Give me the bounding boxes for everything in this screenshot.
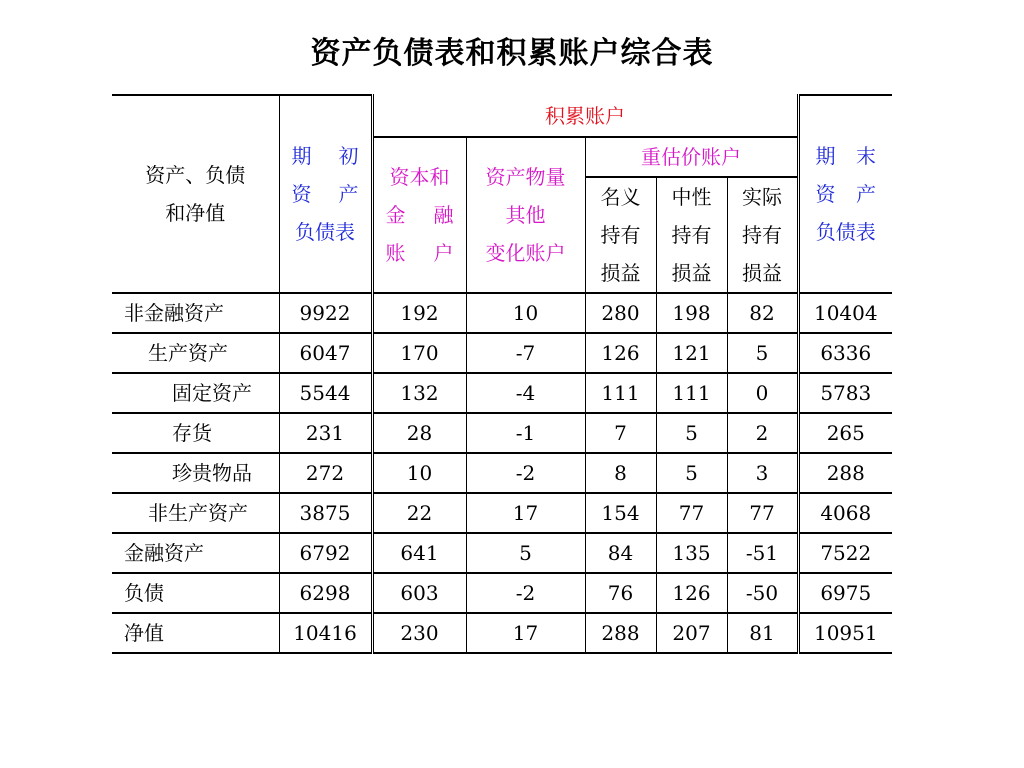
header-capital-line1: 资本和 <box>389 165 450 189</box>
row-label: 固定资产 <box>112 373 279 413</box>
header-closing-line1 <box>800 137 893 175</box>
header-row-label <box>112 95 279 293</box>
table-cell: 3 <box>727 453 798 493</box>
table-cell: 111 <box>585 373 656 413</box>
header-accumulation-accounts: 积累账户 <box>372 95 798 137</box>
table-cell: 77 <box>727 493 798 533</box>
header-row-label-line2: 和净值 <box>165 201 226 225</box>
header-other-volume-changes <box>466 137 585 293</box>
header-capital-line3 <box>374 234 466 272</box>
table-cell: 135 <box>656 533 727 573</box>
header-opening-line2 <box>280 175 371 213</box>
table-cell: 84 <box>585 533 656 573</box>
header-other-volume-line1: 资产物量 <box>485 165 566 189</box>
header-real-line2: 持有 <box>742 223 783 247</box>
table-row <box>112 613 892 653</box>
table-row <box>112 413 892 453</box>
header-capital-char1: 金 <box>385 203 406 227</box>
table-cell: -2 <box>466 453 585 493</box>
table-cell: 111 <box>656 373 727 413</box>
table-cell: 77 <box>656 493 727 533</box>
header-real-line3: 损益 <box>742 261 783 285</box>
header-closing-char2: 末 <box>856 144 877 168</box>
table-cell: 288 <box>798 453 892 493</box>
table-cell: 22 <box>372 493 466 533</box>
table-cell: 154 <box>585 493 656 533</box>
table-cell: 126 <box>585 333 656 373</box>
table-cell: 10404 <box>798 293 892 333</box>
table-cell: 2 <box>727 413 798 453</box>
header-capital-char4: 户 <box>433 241 454 265</box>
table-cell: -2 <box>466 573 585 613</box>
header-opening-line3: 负债表 <box>295 220 355 244</box>
header-closing-balance <box>798 95 892 293</box>
table-cell: 28 <box>372 413 466 453</box>
table-cell: -7 <box>466 333 585 373</box>
table-row <box>112 493 892 533</box>
table-cell: 198 <box>656 293 727 333</box>
table-cell: 7522 <box>798 533 892 573</box>
table-cell: -51 <box>727 533 798 573</box>
header-opening-line1 <box>280 137 371 175</box>
table-cell: 5 <box>656 453 727 493</box>
table-cell: 3875 <box>279 493 372 533</box>
table-row <box>112 333 892 373</box>
table-cell: 231 <box>279 413 372 453</box>
row-label: 非金融资产 <box>112 293 279 333</box>
header-neutral-line3: 损益 <box>671 261 712 285</box>
table-cell: 126 <box>656 573 727 613</box>
table-cell: 5544 <box>279 373 372 413</box>
table-cell: 81 <box>727 613 798 653</box>
row-label: 非生产资产 <box>112 493 279 533</box>
table-cell: 6975 <box>798 573 892 613</box>
table-row <box>112 573 892 613</box>
row-label: 金融资产 <box>112 533 279 573</box>
table-cell: 6336 <box>798 333 892 373</box>
table-cell: 5 <box>466 533 585 573</box>
table-cell: 7 <box>585 413 656 453</box>
table-cell: 76 <box>585 573 656 613</box>
table-cell: 10951 <box>798 613 892 653</box>
row-label: 净值 <box>112 613 279 653</box>
table-cell: 10416 <box>279 613 372 653</box>
header-capital-line2 <box>374 196 466 234</box>
header-neutral-line1: 中性 <box>671 185 712 209</box>
table-cell: 121 <box>656 333 727 373</box>
table-row <box>112 373 892 413</box>
table-cell: -1 <box>466 413 585 453</box>
header-revaluation-account: 重估价账户 <box>585 137 798 177</box>
table-row <box>112 293 892 333</box>
table-cell: 170 <box>372 333 466 373</box>
table-cell: 10 <box>372 453 466 493</box>
table-cell: 5783 <box>798 373 892 413</box>
table-row <box>112 453 892 493</box>
header-capital-char3: 账 <box>385 241 406 265</box>
table-cell: 6298 <box>279 573 372 613</box>
header-opening-balance <box>279 95 372 293</box>
header-neutral-line2: 持有 <box>671 223 712 247</box>
table-cell: 641 <box>372 533 466 573</box>
header-other-volume-line3: 变化账户 <box>485 241 566 265</box>
row-label: 生产资产 <box>112 333 279 373</box>
table-cell: 10 <box>466 293 585 333</box>
header-opening-char4: 产 <box>338 182 359 206</box>
header-opening-char1: 期 <box>291 144 312 168</box>
table-cell: 17 <box>466 493 585 533</box>
header-closing-line3: 负债表 <box>815 220 876 244</box>
table-cell: 280 <box>585 293 656 333</box>
header-row-label-line1: 资产、负债 <box>145 163 246 187</box>
table-cell: 82 <box>727 293 798 333</box>
row-label: 存货 <box>112 413 279 453</box>
table-cell: 265 <box>798 413 892 453</box>
table-cell: 17 <box>466 613 585 653</box>
header-closing-char3: 资 <box>815 182 836 206</box>
row-label: 珍贵物品 <box>112 453 279 493</box>
table-cell: 5 <box>656 413 727 453</box>
header-real-line1: 实际 <box>742 185 783 209</box>
row-label: 负债 <box>112 573 279 613</box>
header-other-volume-line2: 其他 <box>505 203 546 227</box>
header-closing-char1: 期 <box>815 144 836 168</box>
table-cell: 603 <box>372 573 466 613</box>
table-row <box>112 533 892 573</box>
header-nominal-line2: 持有 <box>600 223 641 247</box>
table-cell: 9922 <box>279 293 372 333</box>
header-neutral-holding-gains <box>656 177 727 293</box>
table-cell: 288 <box>585 613 656 653</box>
table-cell: 132 <box>372 373 466 413</box>
table-cell: 192 <box>372 293 466 333</box>
header-nominal-line3: 损益 <box>600 261 641 285</box>
table-cell: 6792 <box>279 533 372 573</box>
header-nominal-holding-gains <box>585 177 656 293</box>
balance-sheet-table <box>112 94 892 654</box>
header-opening-char2: 初 <box>338 144 359 168</box>
header-closing-line2 <box>800 175 893 213</box>
table-cell: 6047 <box>279 333 372 373</box>
table-cell: 4068 <box>798 493 892 533</box>
table-cell: 5 <box>727 333 798 373</box>
table-cell: 230 <box>372 613 466 653</box>
table-cell: 0 <box>727 373 798 413</box>
header-capital-char2: 融 <box>433 203 454 227</box>
header-nominal-line1: 名义 <box>600 185 641 209</box>
table-cell: -50 <box>727 573 798 613</box>
header-real-holding-gains <box>727 177 798 293</box>
table-cell: -4 <box>466 373 585 413</box>
header-opening-char3: 资 <box>291 182 312 206</box>
page-title: 资产负债表和积累账户综合表 <box>310 36 714 71</box>
header-capital-account <box>372 137 466 293</box>
table-cell: 207 <box>656 613 727 653</box>
table-cell: 8 <box>585 453 656 493</box>
header-closing-char4: 产 <box>856 182 877 206</box>
table-cell: 272 <box>279 453 372 493</box>
